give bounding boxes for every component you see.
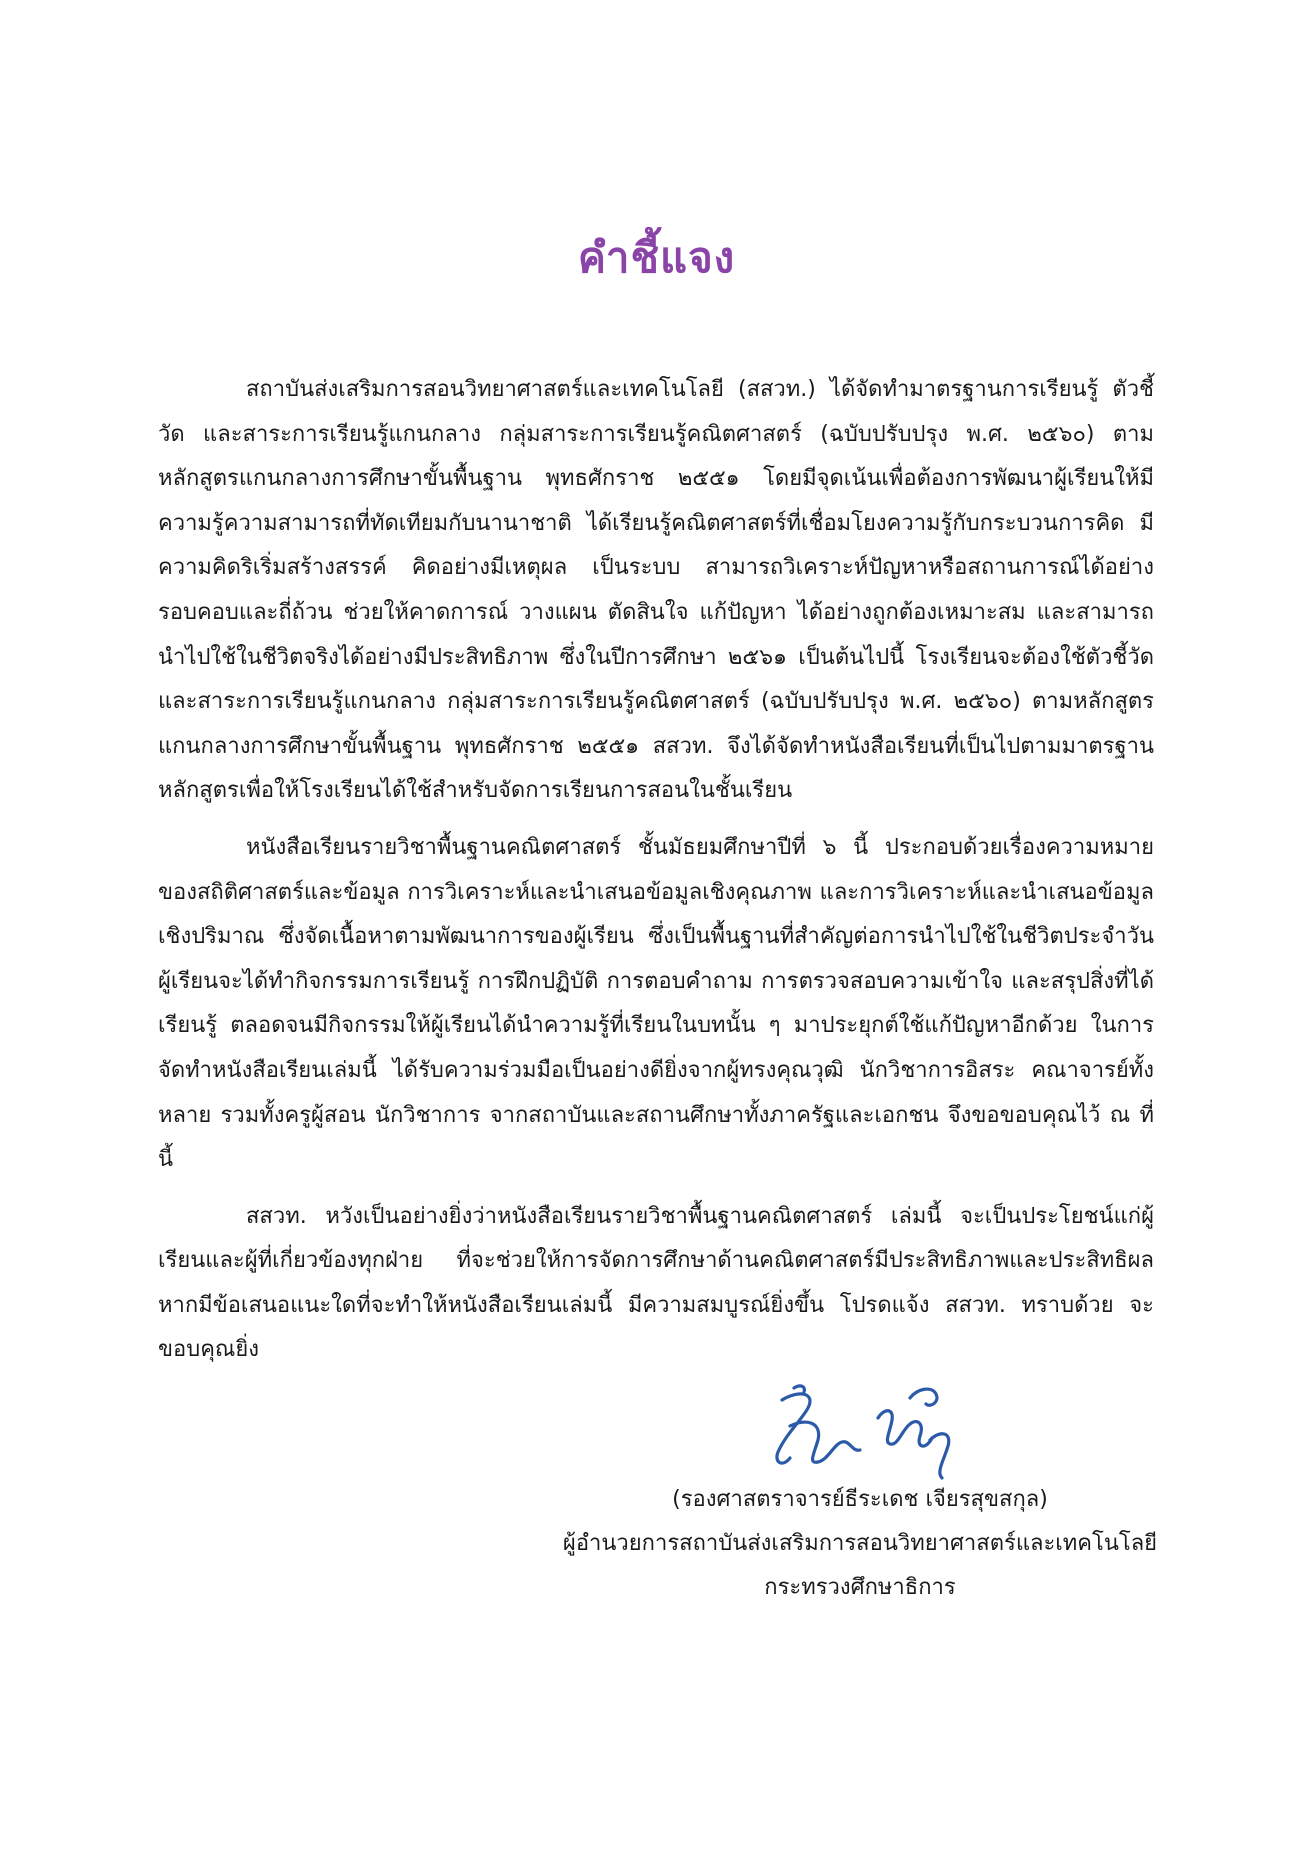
paragraph-1: สถาบันส่งเสริมการสอนวิทยาศาสตร์และเทคโนโลยี (สสวท.) ได้จัดทำมาตรฐานการเรียนรู้ ตัวชี้วัด และสาระการเรียนรู้แกนกลาง กลุ่มสาระการเรียนรู้คณิตศาสตร์ (ฉบับปรับปรุง พ.ศ. ๒๕๖๐) ตามหลักสูตรแกนกลางการศึกษาขั้นพื้นฐาน พุทธศักราช ๒๕๕๑ โดยมีจุดเน้นเพื่อต้องการพัฒนาผู้เรียนให้มีความรู้ความสามารถที่ทัดเทียมกับนานาชาติ ได้เรียนรู้คณิตศาสตร์ที่เชื่อมโยงความรู้กับกระบวนการคิด มีความคิดริเริ่มสร้างสรรค์ คิดอย่างมีเหตุผล เป็นระบบ สามารถวิเคราะห์ปัญหาหรือสถานการณ์ได้อย่างรอบคอบและถี่ถ้วน ช่วยให้คาดการณ์ วางแผน ตัดสินใจ แก้ปัญหา ได้อย่างถูกต้องเหมาะสม และสามารถนำไปใช้ในชีวิตจริงได้อย่างมีประสิทธิภาพ ซึ่งในปีการศึกษา ๒๕๖๑ เป็นต้นไปนี้ โรงเรียนจะต้องใช้ตัวชี้วัดและสาระการเรียนรู้แกนกลาง กลุ่มสาระการเรียนรู้คณิตศาสตร์ (ฉบับปรับปรุง พ.ศ. ๒๕๖๐) ตามหลักสูตรแกนกลางการศึกษาขั้นพื้นฐาน พุทธศักราช ๒๕๕๑ สสวท. จึงได้จัดทำหนังสือเรียนที่เป็นไปตามมาตรฐานหลักสูตรเพื่อให้โรงเรียนได้ใช้สำหรับจัดการเรียนการสอนในชั้นเรียน (158, 377, 1154, 804)
signer-block (560, 1478, 1160, 1610)
body-text (158, 368, 1154, 1373)
signer-position: ผู้อำนวยการสถาบันส่งเสริมการสอนวิทยาศาสตร์และเทคโนโลยี (562, 1531, 1158, 1556)
paragraph-3: สสวท. หวังเป็นอย่างยิ่งว่าหนังสือเรียนรายวิชาพื้นฐานคณิตศาสตร์ เล่มนี้ จะเป็นประโยชน์แก่ผู้เรียนและผู้ที่เกี่ยวข้องทุกฝ่าย ที่จะช่วยให้การจัดการศึกษาด้านคณิตศาสตร์มีประสิทธิภาพและประสิทธิผล หากมีข้อเสนอแนะใดที่จะทำให้หนังสือเรียนเล่มนี้ มีความสมบูรณ์ยิ่งขึ้น โปรดแจ้ง สสวท. ทราบด้วย จะขอบคุณยิ่ง (158, 1203, 1154, 1363)
signer-organization: กระทรวงศึกษาธิการ (764, 1575, 956, 1600)
paragraph-2: หนังสือเรียนรายวิชาพื้นฐานคณิตศาสตร์ ชั้นมัธยมศึกษาปีที่ ๖ นี้ ประกอบด้วยเรื่องความหมายของสถิติศาสตร์และข้อมูล การวิเคราะห์และนำเสนอข้อมูลเชิงคุณภาพ และการวิเคราะห์และนำเสนอข้อมูลเชิงปริมาณ ซึ่งจัดเนื้อหาตามพัฒนาการของผู้เรียน ซึ่งเป็นพื้นฐานที่สำคัญต่อการนำไปใช้ในชีวิตประจำวัน ผู้เรียนจะได้ทำกิจกรรมการเรียนรู้ การฝึกปฏิบัติ การตอบคำถาม การตรวจสอบความเข้าใจ และสรุปสิ่งที่ได้เรียนรู้ ตลอดจนมีกิจกรรมให้ผู้เรียนได้นำความรู้ที่เรียนในบทนั้น ๆ มาประยุกต์ใช้แก้ปัญหาอีกด้วย ในการจัดทำหนังสือเรียนเล่มนี้ ได้รับความร่วมมือเป็นอย่างดียิ่งจากผู้ทรงคุณวุฒิ นักวิชาการอิสระ คณาจารย์ทั้งหลาย รวมทั้งครูผู้สอน นักวิชาการ จากสถาบันและสถานศึกษาทั้งภาครัฐและเอกชน จึงขอขอบคุณไว้ ณ ที่นี้ (158, 834, 1154, 1173)
handwritten-signature (760, 1378, 980, 1488)
signer-name: (รองศาสตราจารย์ธีระเดช เจียรสุขสกุล) (672, 1487, 1048, 1512)
page-title: คำชี้แจง (577, 233, 736, 282)
